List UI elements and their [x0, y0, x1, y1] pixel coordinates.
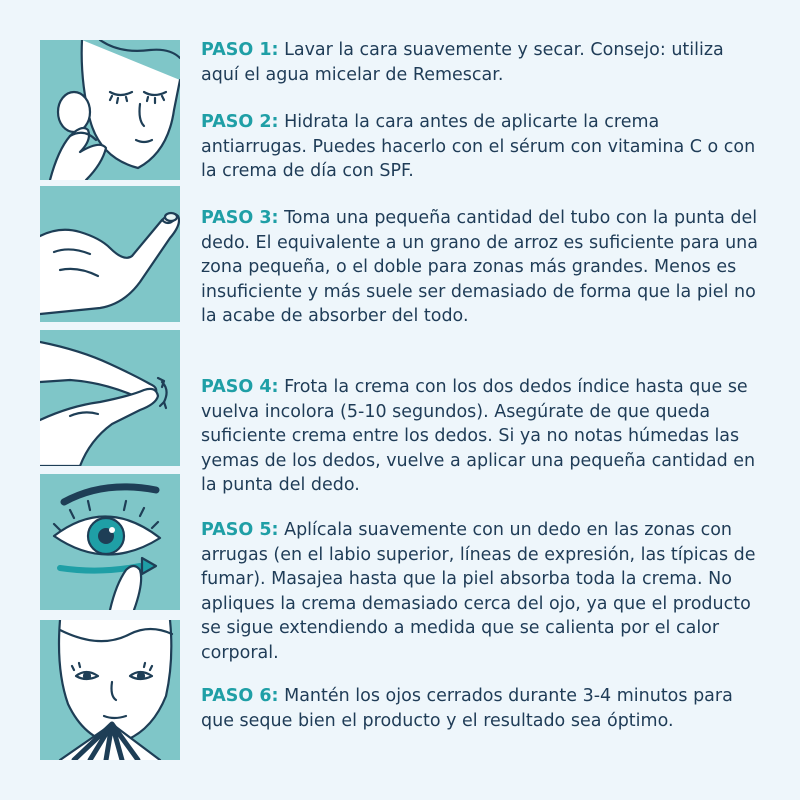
step-5	[201, 518, 761, 665]
fingertip-cream-icon	[40, 186, 180, 322]
step-6	[201, 684, 761, 733]
step-text: Frota la crema con los dos dedos índice hasta que se vuelva incolora (5-10 segundos). Asegúrate de que queda suficiente crema entre los dedos. Si ya no notas húmedas las yemas de los dedos, vuelve a aplicar una pequeña cantidad en la punta del dedo.	[201, 377, 756, 495]
step-text: Toma una pequeña cantidad del tubo con la punta del dedo. El equivalente a un grano de arroz es suficiente para una zona pequeña, o el doble para zonas más grandes. Menos es insuficiente y más suele ser demasiado de forma que la piel no la acabe de absorber del todo.	[201, 208, 758, 326]
step-label: PASO 6:	[201, 686, 279, 706]
step-label: PASO 3:	[201, 208, 279, 228]
step-label: PASO 4:	[201, 377, 279, 397]
step-text: Aplícala suavemente con un dedo en las zonas con arrugas (en el labio superior, líneas de expresión, las típicas de fumar). Masajea hasta que la piel absorba toda la crema. No apliques la crema demasiado cerca del ojo, ya que el producto se sigue extendiendo a medida que se calienta por el calor corporal.	[201, 520, 756, 663]
eye-massage-icon	[40, 474, 180, 610]
step-2	[201, 110, 761, 184]
face-fan-icon	[40, 620, 180, 760]
step-text: Lavar la cara suavemente y secar. Consejo: utiliza aquí el agua micelar de Remescar.	[201, 40, 724, 85]
face-washing-icon	[40, 40, 180, 180]
step-4	[201, 375, 761, 498]
step-label: PASO 1:	[201, 40, 279, 60]
step-label: PASO 5:	[201, 520, 279, 540]
step-text: Mantén los ojos cerrados durante 3-4 minutos para que seque bien el producto y el resultado sea óptimo.	[201, 686, 733, 731]
step-3	[201, 206, 761, 329]
rubbing-fingers-icon	[40, 330, 180, 466]
step-label: PASO 2:	[201, 112, 279, 132]
step-1	[201, 38, 761, 87]
step-text: Hidrata la cara antes de aplicarte la crema antiarrugas. Puedes hacerlo con el sérum con vitamina C o con la crema de día con SPF.	[201, 112, 756, 181]
